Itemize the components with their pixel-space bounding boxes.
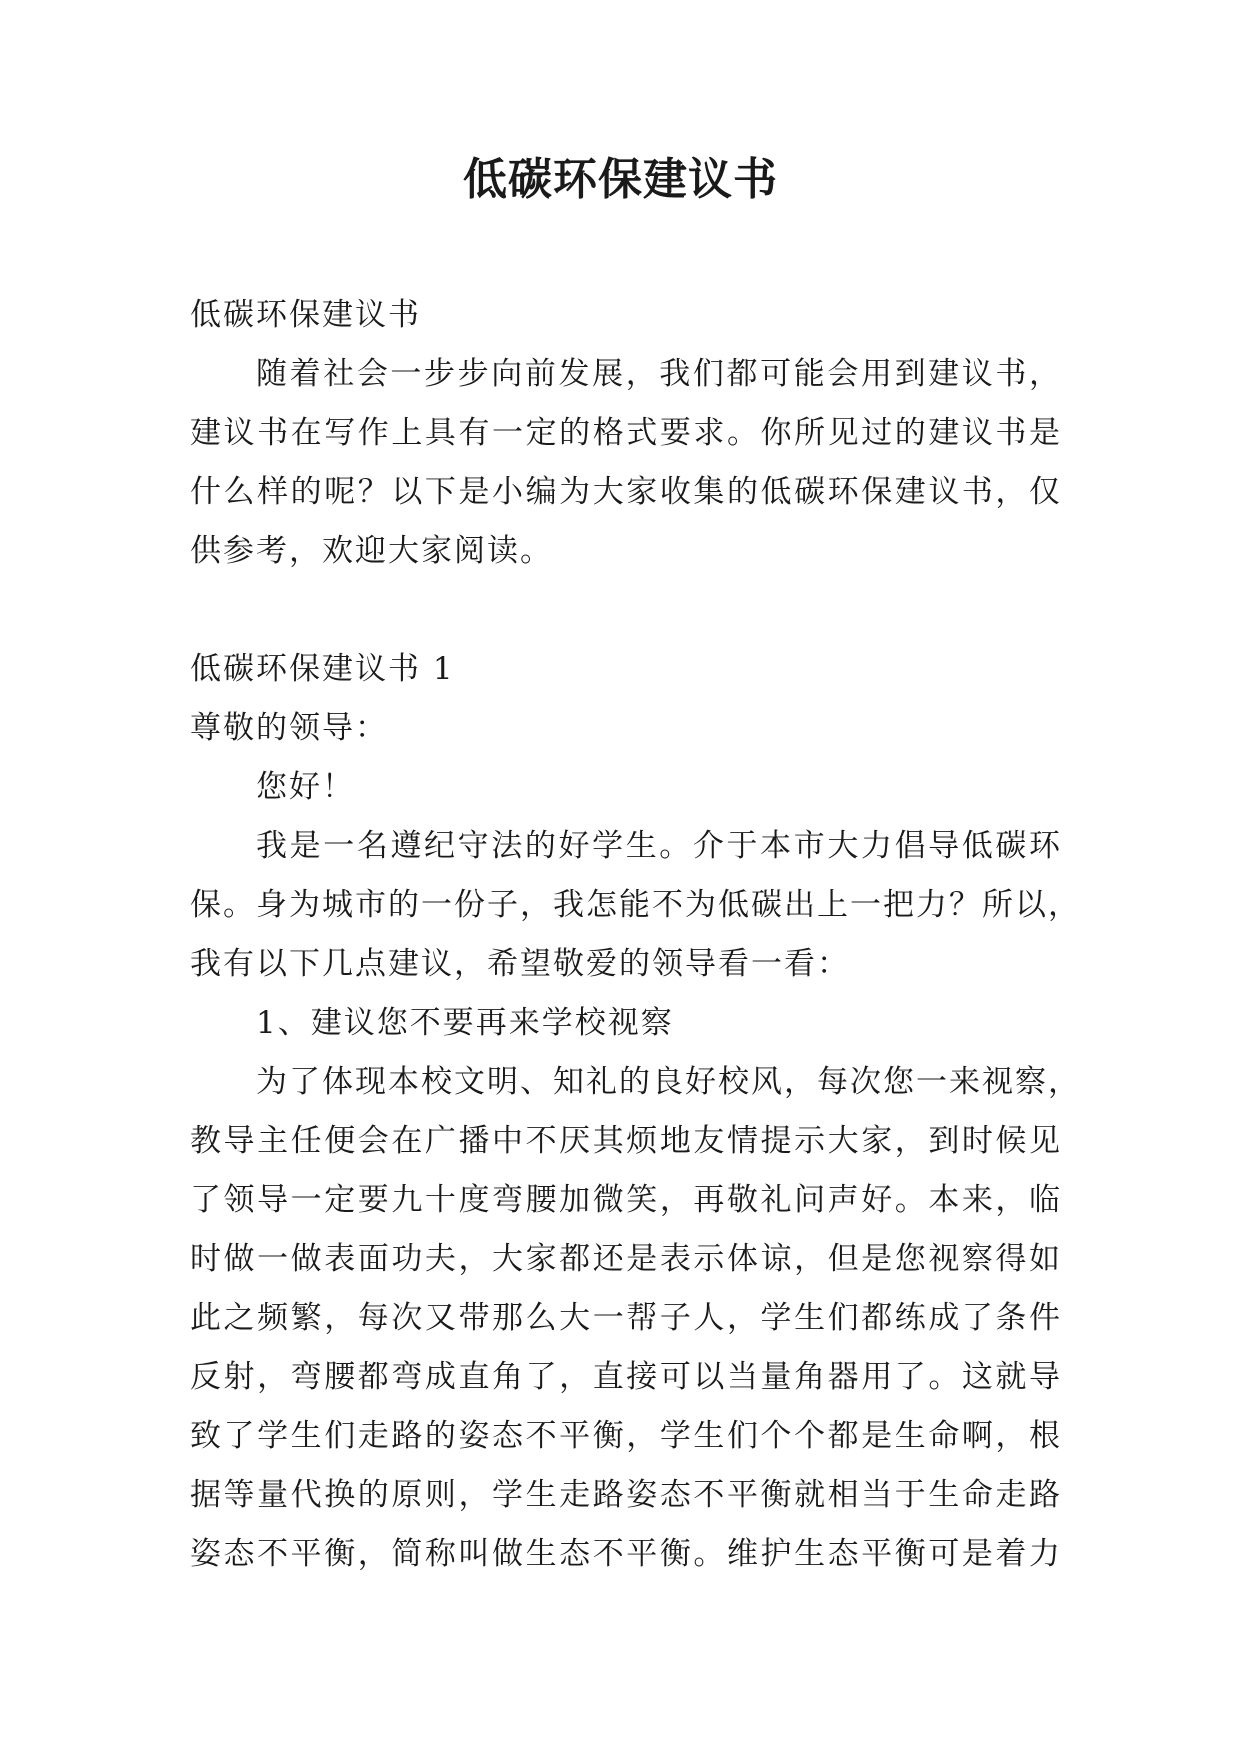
paragraph-line: 保。身为城市的一份子，我怎能不为低碳出上一把力？所以， [190, 887, 1081, 923]
document-body [190, 286, 1081, 1584]
paragraph-line: 随着社会一步步向前发展，我们都可能会用到建议书， [256, 356, 1062, 392]
paragraph-line: 我是一名遵纪守法的好学生。介于本市大力倡导低碳环 [256, 828, 1062, 864]
paragraph-line: 什么样的呢？以下是小编为大家收集的低碳环保建议书，仅 [190, 474, 1062, 510]
paragraph-line: 为了体现本校文明、知礼的良好校风，每次您一来视察， [256, 1064, 1081, 1100]
paragraph-line: 了领导一定要九十度弯腰加微笑，再敬礼问声好。本来，临 [190, 1182, 1062, 1218]
blank-line [190, 581, 1062, 640]
section-heading: 低碳环保建议书 [190, 297, 421, 333]
list-item-heading: 1、建议您不要再来学校视察 [256, 1005, 674, 1041]
paragraph-line: 供参考，欢迎大家阅读。 [190, 533, 553, 569]
paragraph-line: 据等量代换的原则，学生走路姿态不平衡就相当于生命走路 [190, 1477, 1062, 1513]
paragraph-line: 时做一做表面功夫，大家都还是表示体谅，但是您视察得如 [190, 1241, 1062, 1277]
paragraph-line: 教导主任便会在广播中不厌其烦地友情提示大家，到时候见 [190, 1123, 1062, 1159]
paragraph-line: 反射，弯腰都弯成直角了，直接可以当量角器用了。这就导 [190, 1359, 1062, 1395]
paragraph-line: 我有以下几点建议，希望敬爱的领导看一看： [190, 946, 850, 982]
paragraph-line: 致了学生们走路的姿态不平衡，学生们个个都是生命啊，根 [190, 1418, 1062, 1454]
greeting: 您好！ [256, 769, 355, 805]
document-title: 低碳环保建议书 [463, 154, 778, 205]
paragraph-line: 姿态不平衡，简称叫做生态不平衡。维护生态平衡可是着力 [190, 1536, 1062, 1572]
paragraph-line: 建议书在写作上具有一定的格式要求。你所见过的建议书是 [190, 415, 1062, 451]
salutation: 尊敬的领导： [190, 710, 388, 746]
paragraph-line: 此之频繁，每次又带那么大一帮子人，学生们都练成了条件 [190, 1300, 1062, 1336]
section-heading: 低碳环保建议书 1 [190, 651, 455, 687]
